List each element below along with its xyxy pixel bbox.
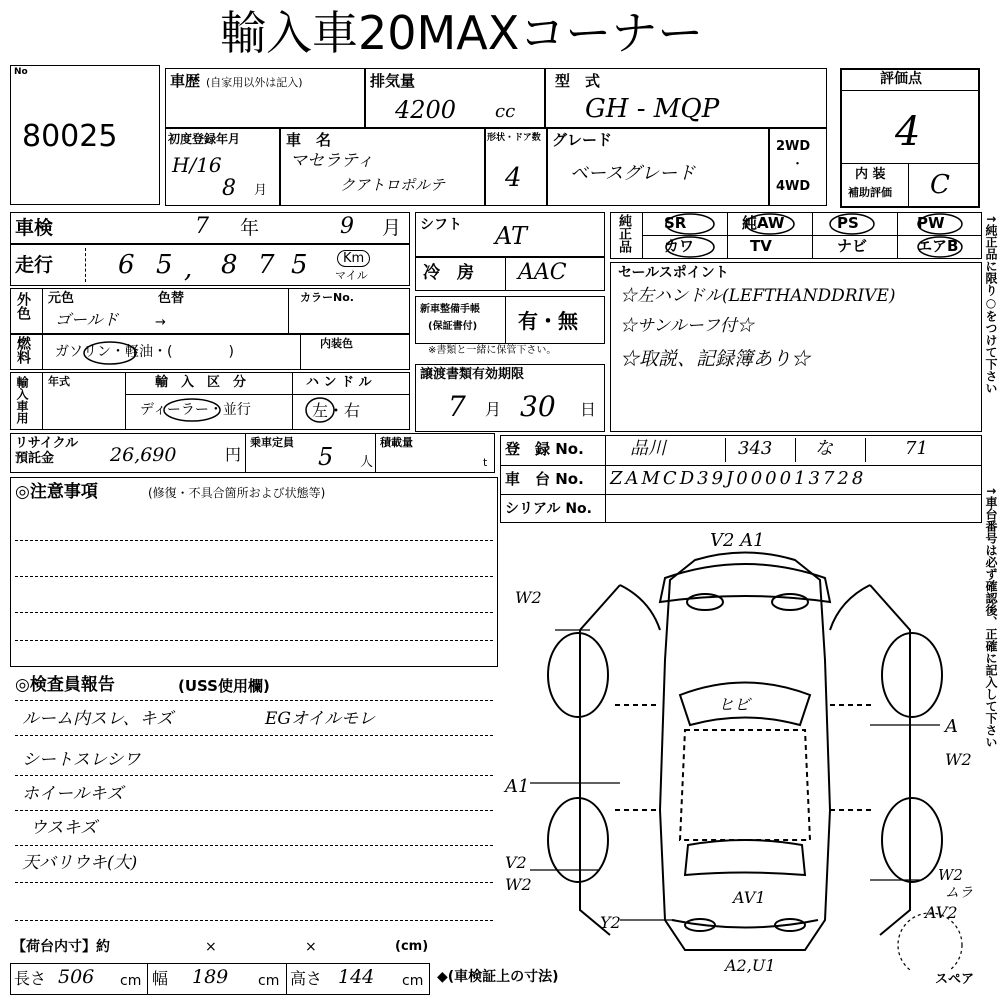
ac-label: 冷 房 (423, 263, 474, 283)
interior-value: C (930, 170, 950, 200)
equip-airbag: エアB (917, 237, 959, 255)
history-label: 車歴 (170, 72, 201, 90)
score-value: 4 (895, 109, 921, 155)
dims-wid-unit: cm (258, 973, 280, 989)
transfer-day: 30 (520, 390, 556, 423)
model-value: GH - MQP (585, 94, 720, 124)
chassis-label: 車 台 No. (505, 470, 584, 488)
first-reg-label: 初度登録年月 (168, 132, 241, 146)
capacity-label: 乗車定員 (250, 436, 294, 449)
dims-wid: 189 (192, 966, 229, 988)
lot-no-label: No (14, 67, 28, 77)
displacement-value: 4200 (395, 96, 457, 124)
load-unit: t (483, 456, 488, 469)
registration-num: 343 (738, 438, 773, 459)
import-class-value: ディーラー・並行 (140, 402, 251, 418)
import-circles (120, 392, 410, 432)
notes-sub: (修復・不具合箇所および状態等) (148, 486, 326, 500)
fuel-options: ガソリン・軽油・( ) (55, 344, 234, 360)
equip-tv: TV (750, 237, 772, 255)
shift-label: シフト (420, 217, 462, 233)
import-handle-label: ハ ン ド ル (306, 375, 372, 390)
displacement-unit: cc (495, 101, 516, 122)
diag-left3b: W2 (505, 875, 532, 894)
mileage-unit-km: Km (337, 250, 370, 267)
drive-2wd: 2WD (776, 139, 811, 154)
maint-sub: (保証書付) (428, 321, 478, 332)
sales-line: ☆左ハンドル(LEFTHANDDRIVE) (620, 286, 896, 306)
inspector-line: シートスレシワ (22, 750, 141, 770)
registration-place: 品川 (630, 438, 666, 459)
inspection-month-unit: 月 (382, 217, 402, 239)
transfer-month: 7 (448, 390, 466, 423)
equipment-label: 純正品 (616, 214, 631, 253)
inspector-sub: (USS使用欄) (178, 677, 270, 695)
serial-label: シリアル No. (505, 501, 592, 517)
registration-kana: な (815, 438, 833, 459)
score-label: 評価点 (880, 71, 922, 87)
doors-value: 4 (505, 163, 522, 193)
doors-label: 形状・ドア数 (487, 133, 541, 143)
import-handle-value: 左・右 (312, 401, 361, 420)
mileage-digit: 5 (156, 250, 173, 280)
fuel-label: 燃料 (15, 336, 31, 364)
inspection-year: 7 (195, 214, 209, 239)
first-reg-month-unit: 月 (254, 183, 268, 198)
exterior-label: 外色 (15, 292, 31, 320)
equip-pw: PW (917, 214, 945, 232)
diag-windshield: ヒビ (718, 695, 751, 714)
side-note-2: ↑車台番号は必ず確認後、正確に記入して下さい (984, 486, 998, 749)
page-title: 輸入車20MAXコーナー (220, 6, 704, 60)
capacity-value: 5 (318, 443, 334, 471)
grade-value: ベースグレード (570, 163, 696, 184)
sales-label: セールスポイント (618, 265, 729, 281)
inspector-line: ウスキズ (30, 818, 98, 838)
notes-box (10, 477, 498, 667)
inspection-label: 車検 (15, 217, 54, 239)
recycle-label: リサイクル預託金 (15, 436, 79, 466)
registration-label: 登 録 No. (505, 440, 584, 458)
dims-len-unit: cm (120, 973, 142, 989)
shift-value: AT (495, 222, 528, 250)
diag-left4: Y2 (600, 913, 621, 932)
dims-wid-label: 幅 (152, 969, 169, 988)
mileage-label: 走行 (15, 254, 54, 276)
mileage-digit: 8 (221, 250, 238, 280)
maint-note: ※書類と一緒に保管下さい。 (428, 345, 557, 356)
car-name-label: 車 名 (286, 131, 332, 149)
chassis-value: ZAMCD39J000013728 (610, 468, 867, 489)
inspection-month: 9 (340, 214, 354, 239)
diag-left3a: V2 (505, 853, 527, 872)
dims-len-label: 長さ (14, 969, 47, 988)
equip-leather: カワ (664, 237, 695, 255)
equip-sr: SR (664, 214, 687, 232)
exterior-change-label: 色替 (158, 291, 185, 306)
diag-spare: スペア (935, 972, 975, 987)
cargo-x1: × (205, 939, 217, 955)
interior-sub: 補助評価 (848, 186, 892, 199)
diag-right3c: AV2 (925, 903, 958, 922)
equip-navi: ナビ (837, 237, 868, 255)
mileage-unit-mile: マイル (335, 269, 368, 282)
cargo-x2: × (305, 939, 317, 955)
interior-color-label: 内装色 (320, 337, 353, 350)
dims-len: 506 (58, 966, 95, 988)
exterior-color-no-label: カラーNo. (300, 291, 354, 304)
sales-line: ☆取説、記録簿あり☆ (620, 348, 811, 370)
equip-aw: 純AW (742, 214, 785, 232)
mileage-digits (85, 248, 326, 282)
first-reg-era: H/16 (172, 153, 222, 177)
mileage-comma: , (184, 254, 193, 284)
grade-label: グレード (552, 131, 613, 149)
transfer-label: 譲渡書類有効期限 (420, 367, 525, 382)
diag-bottom: A2,U1 (725, 956, 776, 975)
displacement-label: 排気量 (370, 72, 416, 90)
diag-rear: AV1 (733, 888, 766, 907)
inspector-line: ホイールキズ (22, 784, 124, 804)
history-note: (自家用以外は記入) (206, 76, 303, 89)
import-label: 輸入車用 (15, 376, 29, 424)
recycle-value: 26,690 (110, 444, 177, 466)
load-label: 積載量 (380, 436, 413, 449)
diag-left1: W2 (515, 588, 542, 607)
maint-value: 有・無 (518, 309, 578, 333)
car-name-line2: クアトロポルテ (340, 176, 446, 194)
sales-line: ☆サンルーフ付☆ (620, 316, 754, 336)
drive-4wd: 4WD (776, 179, 811, 194)
inspector-line-1b: EGオイルモレ (265, 709, 376, 729)
import-year-label: 年式 (48, 375, 70, 388)
model-label: 型 式 (555, 72, 601, 90)
diag-left2: A1 (505, 776, 530, 797)
inspector-line: 天バリウキ(大) (22, 853, 138, 873)
diag-right3a: W2 (938, 866, 963, 884)
dims-note: ◆(車検証上の寸法) (437, 969, 559, 985)
diag-right2: W2 (945, 750, 972, 769)
interior-label: 内 装 (855, 167, 886, 182)
car-name-line1: マセラティ (290, 151, 374, 171)
diag-top: V2 A1 (710, 530, 765, 551)
first-reg-month: 8 (222, 176, 236, 201)
exterior-orig-value: ゴールド (55, 310, 119, 329)
exterior-orig-label: 元色 (48, 291, 75, 306)
cargo-label: 【荷台内寸】約 (12, 939, 110, 955)
exterior-arrow: → (155, 315, 166, 330)
recycle-unit: 円 (225, 445, 242, 464)
dims-hei-label: 高さ (290, 969, 323, 988)
mileage-digit: 6 (118, 250, 135, 280)
inspection-year-unit: 年 (240, 217, 260, 239)
equip-ps: PS (837, 214, 859, 232)
inspector-label: ◎検査員報告 (15, 675, 115, 695)
equipment-circles (610, 212, 982, 259)
mileage-digit: 7 (258, 250, 275, 280)
fuel-circle (80, 338, 140, 368)
ac-value: AAC (518, 260, 567, 285)
import-class-label: 輸 入 区 分 (155, 375, 247, 390)
side-note-1: ↑純正品に限り○をつけて下さい (984, 214, 998, 395)
transfer-month-unit: 月 (485, 400, 502, 419)
dims-hei-unit: cm (402, 973, 424, 989)
transfer-day-unit: 日 (580, 400, 597, 419)
inspector-line: ルーム内スレ、キズ (22, 709, 174, 729)
lot-number: 80025 (22, 119, 118, 154)
notes-label: ◎注意事項 (15, 482, 98, 502)
diag-right1: A (945, 716, 958, 737)
diag-right3b: ムラ (945, 885, 973, 901)
capacity-unit: 人 (360, 455, 374, 470)
dims-hei: 144 (338, 966, 375, 988)
drive-dot: ・ (791, 157, 805, 172)
registration-serial: 71 (905, 438, 928, 459)
maint-label: 新車整備手帳 (420, 304, 480, 315)
cargo-unit: (cm) (395, 939, 429, 954)
mileage-digit: 5 (291, 250, 308, 280)
